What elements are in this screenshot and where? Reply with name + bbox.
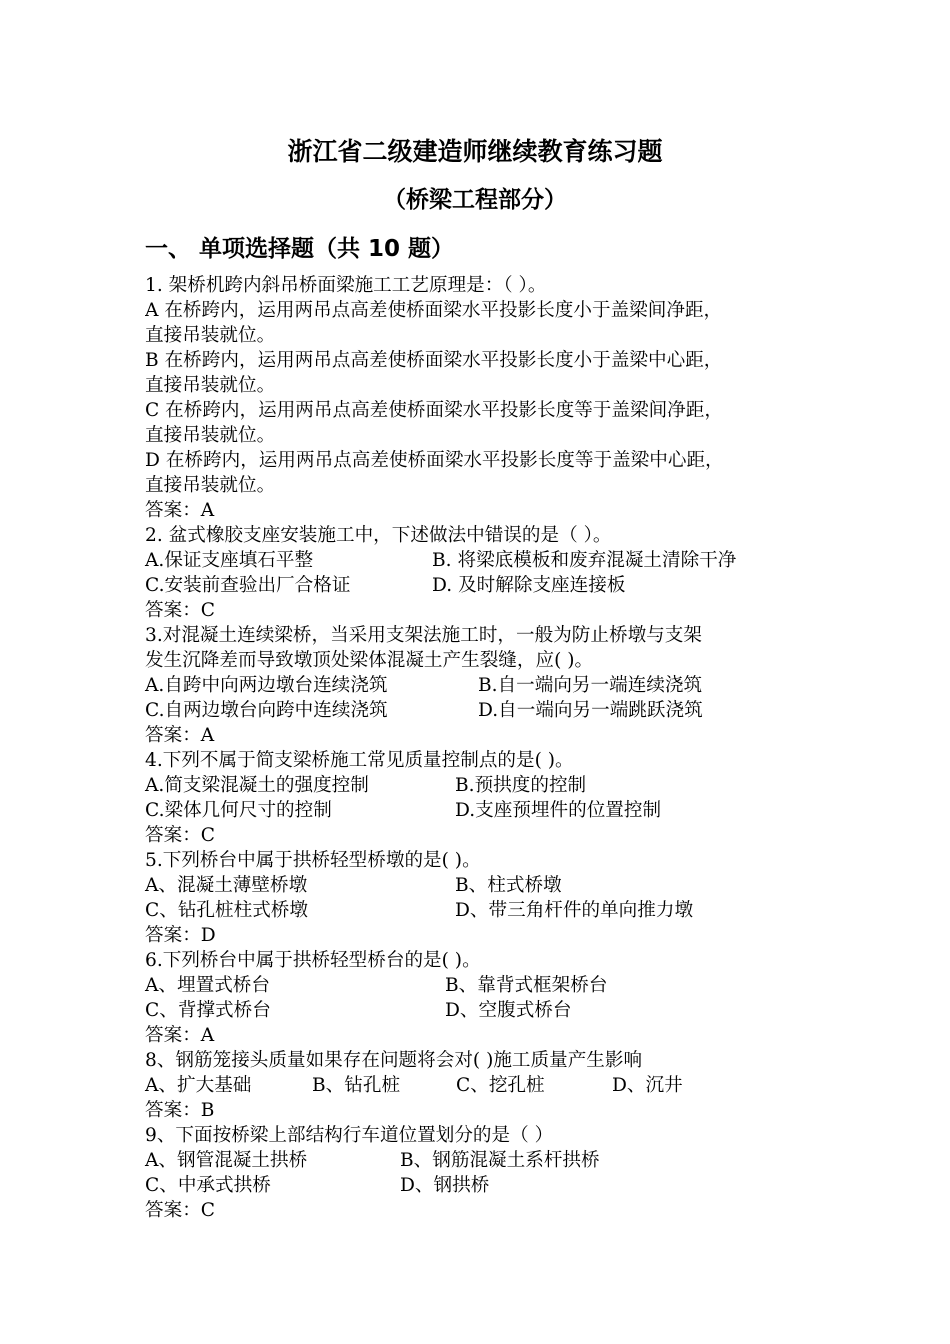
option-row bbox=[145, 998, 825, 1023]
option-b: B、钢筋混凝土系杆拱桥 bbox=[400, 1150, 600, 1171]
option-c: C.自两边墩台向跨中连续浇筑 bbox=[145, 700, 388, 721]
option-a: A.保证支座填石平整 bbox=[145, 550, 314, 571]
option-text: 直接吊装就位。 bbox=[145, 375, 276, 396]
question-stem: 发生沉降差而导致墩顶处梁体混凝土产生裂缝，应( )。 bbox=[145, 650, 594, 671]
option-a: A、混凝土薄壁桥墩 bbox=[145, 875, 308, 896]
option-row bbox=[145, 573, 825, 598]
question-stem: 6.下列桥台中属于拱桥轻型桥台的是( )。 bbox=[145, 950, 481, 971]
option-row bbox=[145, 898, 825, 923]
question-8 bbox=[145, 1048, 825, 1123]
option-b: B、钻孔桩 bbox=[312, 1075, 401, 1096]
question-stem: 4.下列不属于简支梁桥施工常见质量控制点的是( )。 bbox=[145, 750, 574, 771]
option-a: A.简支梁混凝土的强度控制 bbox=[145, 775, 369, 796]
option-row bbox=[145, 798, 825, 823]
question-stem: 1. 架桥机跨内斜吊桥面梁施工工艺原理是：（ ）。 bbox=[145, 275, 547, 296]
question-6 bbox=[145, 948, 825, 1048]
option-d: D.支座预埋件的位置控制 bbox=[455, 800, 662, 821]
question-stem: 2. 盆式橡胶支座安装施工中，下述做法中错误的是（ ）。 bbox=[145, 525, 612, 546]
option-c: C.安装前查验出厂合格证 bbox=[145, 575, 351, 596]
answer-line: 答案：D bbox=[145, 925, 216, 946]
option-a: A、钢管混凝土拱桥 bbox=[145, 1150, 308, 1171]
option-d: D.自一端向另一端跳跃浇筑 bbox=[478, 700, 703, 721]
option-d: D、空腹式桥台 bbox=[445, 1000, 572, 1021]
question-stem: 9、下面按桥梁上部结构行车道位置划分的是（ ） bbox=[145, 1125, 554, 1146]
option-row bbox=[145, 698, 825, 723]
option-b: B.预拱度的控制 bbox=[455, 775, 587, 796]
option-c: C、挖孔桩 bbox=[456, 1075, 545, 1096]
answer-line: 答案：A bbox=[145, 1025, 215, 1046]
option-row bbox=[145, 873, 825, 898]
option-row bbox=[145, 773, 825, 798]
question-list bbox=[145, 273, 825, 1223]
answer-line: 答案：C bbox=[145, 1200, 216, 1221]
option-b: B、靠背式框架桥台 bbox=[445, 975, 608, 996]
question-2 bbox=[145, 523, 825, 623]
question-1 bbox=[145, 273, 825, 523]
question-3 bbox=[145, 623, 825, 748]
option-row bbox=[145, 1073, 825, 1098]
option-d: D、钢拱桥 bbox=[400, 1175, 490, 1196]
option-c: C、钻孔桩柱式桥墩 bbox=[145, 900, 308, 921]
question-stem: 8、钢筋笼接头质量如果存在问题将会对( )施工质量产生影响 bbox=[145, 1050, 643, 1071]
question-stem: 3.对混凝土连续梁桥，当采用支架法施工时，一般为防止桥墩与支架 bbox=[145, 625, 702, 646]
answer-line: 答案：A bbox=[145, 725, 215, 746]
section-heading: 一、 单项选择题（共 10 题） bbox=[145, 236, 455, 262]
option-text: D 在桥跨内，运用两吊点高差使桥面梁水平投影长度等于盖梁中心距， bbox=[145, 450, 724, 471]
option-row bbox=[145, 673, 825, 698]
question-stem: 5.下列桥台中属于拱桥轻型桥墩的是( )。 bbox=[145, 850, 481, 871]
option-text: 直接吊装就位。 bbox=[145, 475, 276, 496]
question-9 bbox=[145, 1123, 825, 1223]
option-text: 直接吊装就位。 bbox=[145, 425, 276, 446]
answer-line: 答案：C bbox=[145, 600, 216, 621]
option-d: D、沉井 bbox=[612, 1075, 683, 1096]
question-4 bbox=[145, 748, 825, 848]
option-c: C、中承式拱桥 bbox=[145, 1175, 271, 1196]
option-row bbox=[145, 548, 825, 573]
option-c: C、背撑式桥台 bbox=[145, 1000, 271, 1021]
option-text: A 在桥跨内，运用两吊点高差使桥面梁水平投影长度小于盖梁间净距， bbox=[145, 300, 723, 321]
answer-line: 答案：B bbox=[145, 1100, 215, 1121]
option-a: A、埋置式桥台 bbox=[145, 975, 270, 996]
option-b: B. 将梁底模板和废弃混凝土清除干净 bbox=[432, 550, 737, 571]
option-row bbox=[145, 1148, 825, 1173]
option-b: B、柱式桥墩 bbox=[455, 875, 562, 896]
option-text: 直接吊装就位。 bbox=[145, 325, 276, 346]
option-text: C 在桥跨内，运用两吊点高差使桥面梁水平投影长度等于盖梁间净距， bbox=[145, 400, 723, 421]
option-row bbox=[145, 973, 825, 998]
page-subtitle: （桥梁工程部分） bbox=[383, 187, 567, 213]
option-d: D、带三角杆件的单向推力墩 bbox=[455, 900, 694, 921]
option-row bbox=[145, 1173, 825, 1198]
option-a: A、扩大基础 bbox=[145, 1075, 252, 1096]
option-c: C.梁体几何尺寸的控制 bbox=[145, 800, 332, 821]
option-text: B 在桥跨内，运用两吊点高差使桥面梁水平投影长度小于盖梁中心距， bbox=[145, 350, 723, 371]
option-d: D. 及时解除支座连接板 bbox=[432, 575, 626, 596]
option-a: A.自跨中向两边墩台连续浇筑 bbox=[145, 675, 388, 696]
question-5 bbox=[145, 848, 825, 948]
option-b: B.自一端向另一端连续浇筑 bbox=[478, 675, 703, 696]
answer-line: 答案：C bbox=[145, 825, 216, 846]
page-title: 浙江省二级建造师继续教育练习题 bbox=[287, 137, 663, 166]
answer-line: 答案：A bbox=[145, 500, 215, 521]
